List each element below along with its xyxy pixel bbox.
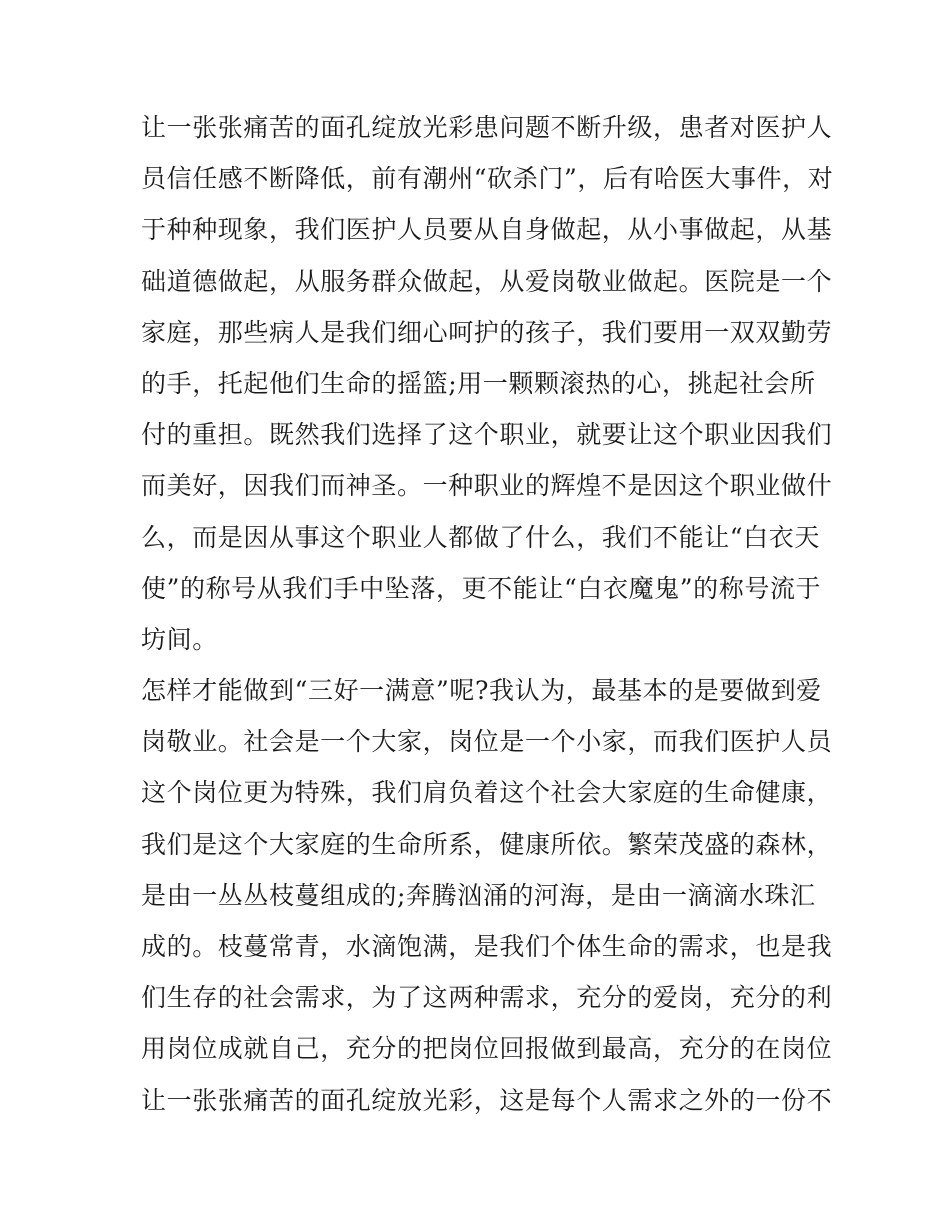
text-line: 我们是这个大家庭的生命所系，健康所依。繁荣茂盛的森林， [141,829,833,859]
text-line: 么，而是因从事这个职业人都做了什么，我们不能让“白衣天 [141,522,820,552]
text-line: 岗敬业。社会是一个大家，岗位是一个小家，而我们医护人员 [141,727,833,757]
text-line: 而美好，因我们而神圣。一种职业的辉煌不是因这个职业做什 [141,471,833,501]
text-line: 员信任感不断降低，前有潮州“砍杀门”，后有哈医大事件，对 [141,164,834,194]
text-line: 付的重担。既然我们选择了这个职业，就要让这个职业因我们 [141,420,833,450]
text-line: 们生存的社会需求，为了这两种需求，充分的爱岗，充分的利 [141,983,833,1013]
text-line: 怎样才能做到“三好一满意”呢?我认为，最基本的是要做到爱 [141,676,822,706]
text-line: 用岗位成就自己，充分的把岗位回报做到最高，充分的在岗位 [141,1034,833,1064]
body-text [141,102,834,1126]
text-line: 让一张张痛苦的面孔绽放光彩患问题不断升级，患者对医护人 [141,113,833,142]
text-line: 是由一丛丛枝蔓组成的;奔腾汹涌的河海，是由一滴滴水珠汇 [141,880,816,910]
text-line: 成的。枝蔓常青，水滴饱满，是我们个体生命的需求，也是我 [141,932,833,961]
text-line: 让一张张痛苦的面孔绽放光彩，这是每个人需求之外的一份不 [141,1085,833,1115]
text-line: 使”的称号从我们手中坠落，更不能让“白衣魔鬼”的称号流于 [141,573,822,603]
text-line: 这个岗位更为特殊，我们肩负着这个社会大家庭的生命健康， [141,778,833,808]
text-line: 家庭，那些病人是我们细心呵护的孩子，我们要用一双双勤劳 [141,317,833,347]
text-line: 坊间。 [141,624,218,654]
text-line: 础道德做起，从服务群众做起，从爱岗敬业做起。医院是一个 [141,266,833,296]
text-line: 于种种现象，我们医护人员要从自身做起，从小事做起，从基 [141,215,833,245]
text-line: 的手，托起他们生命的摇篮;用一颗颗滚热的心，挑起社会所 [141,368,816,398]
